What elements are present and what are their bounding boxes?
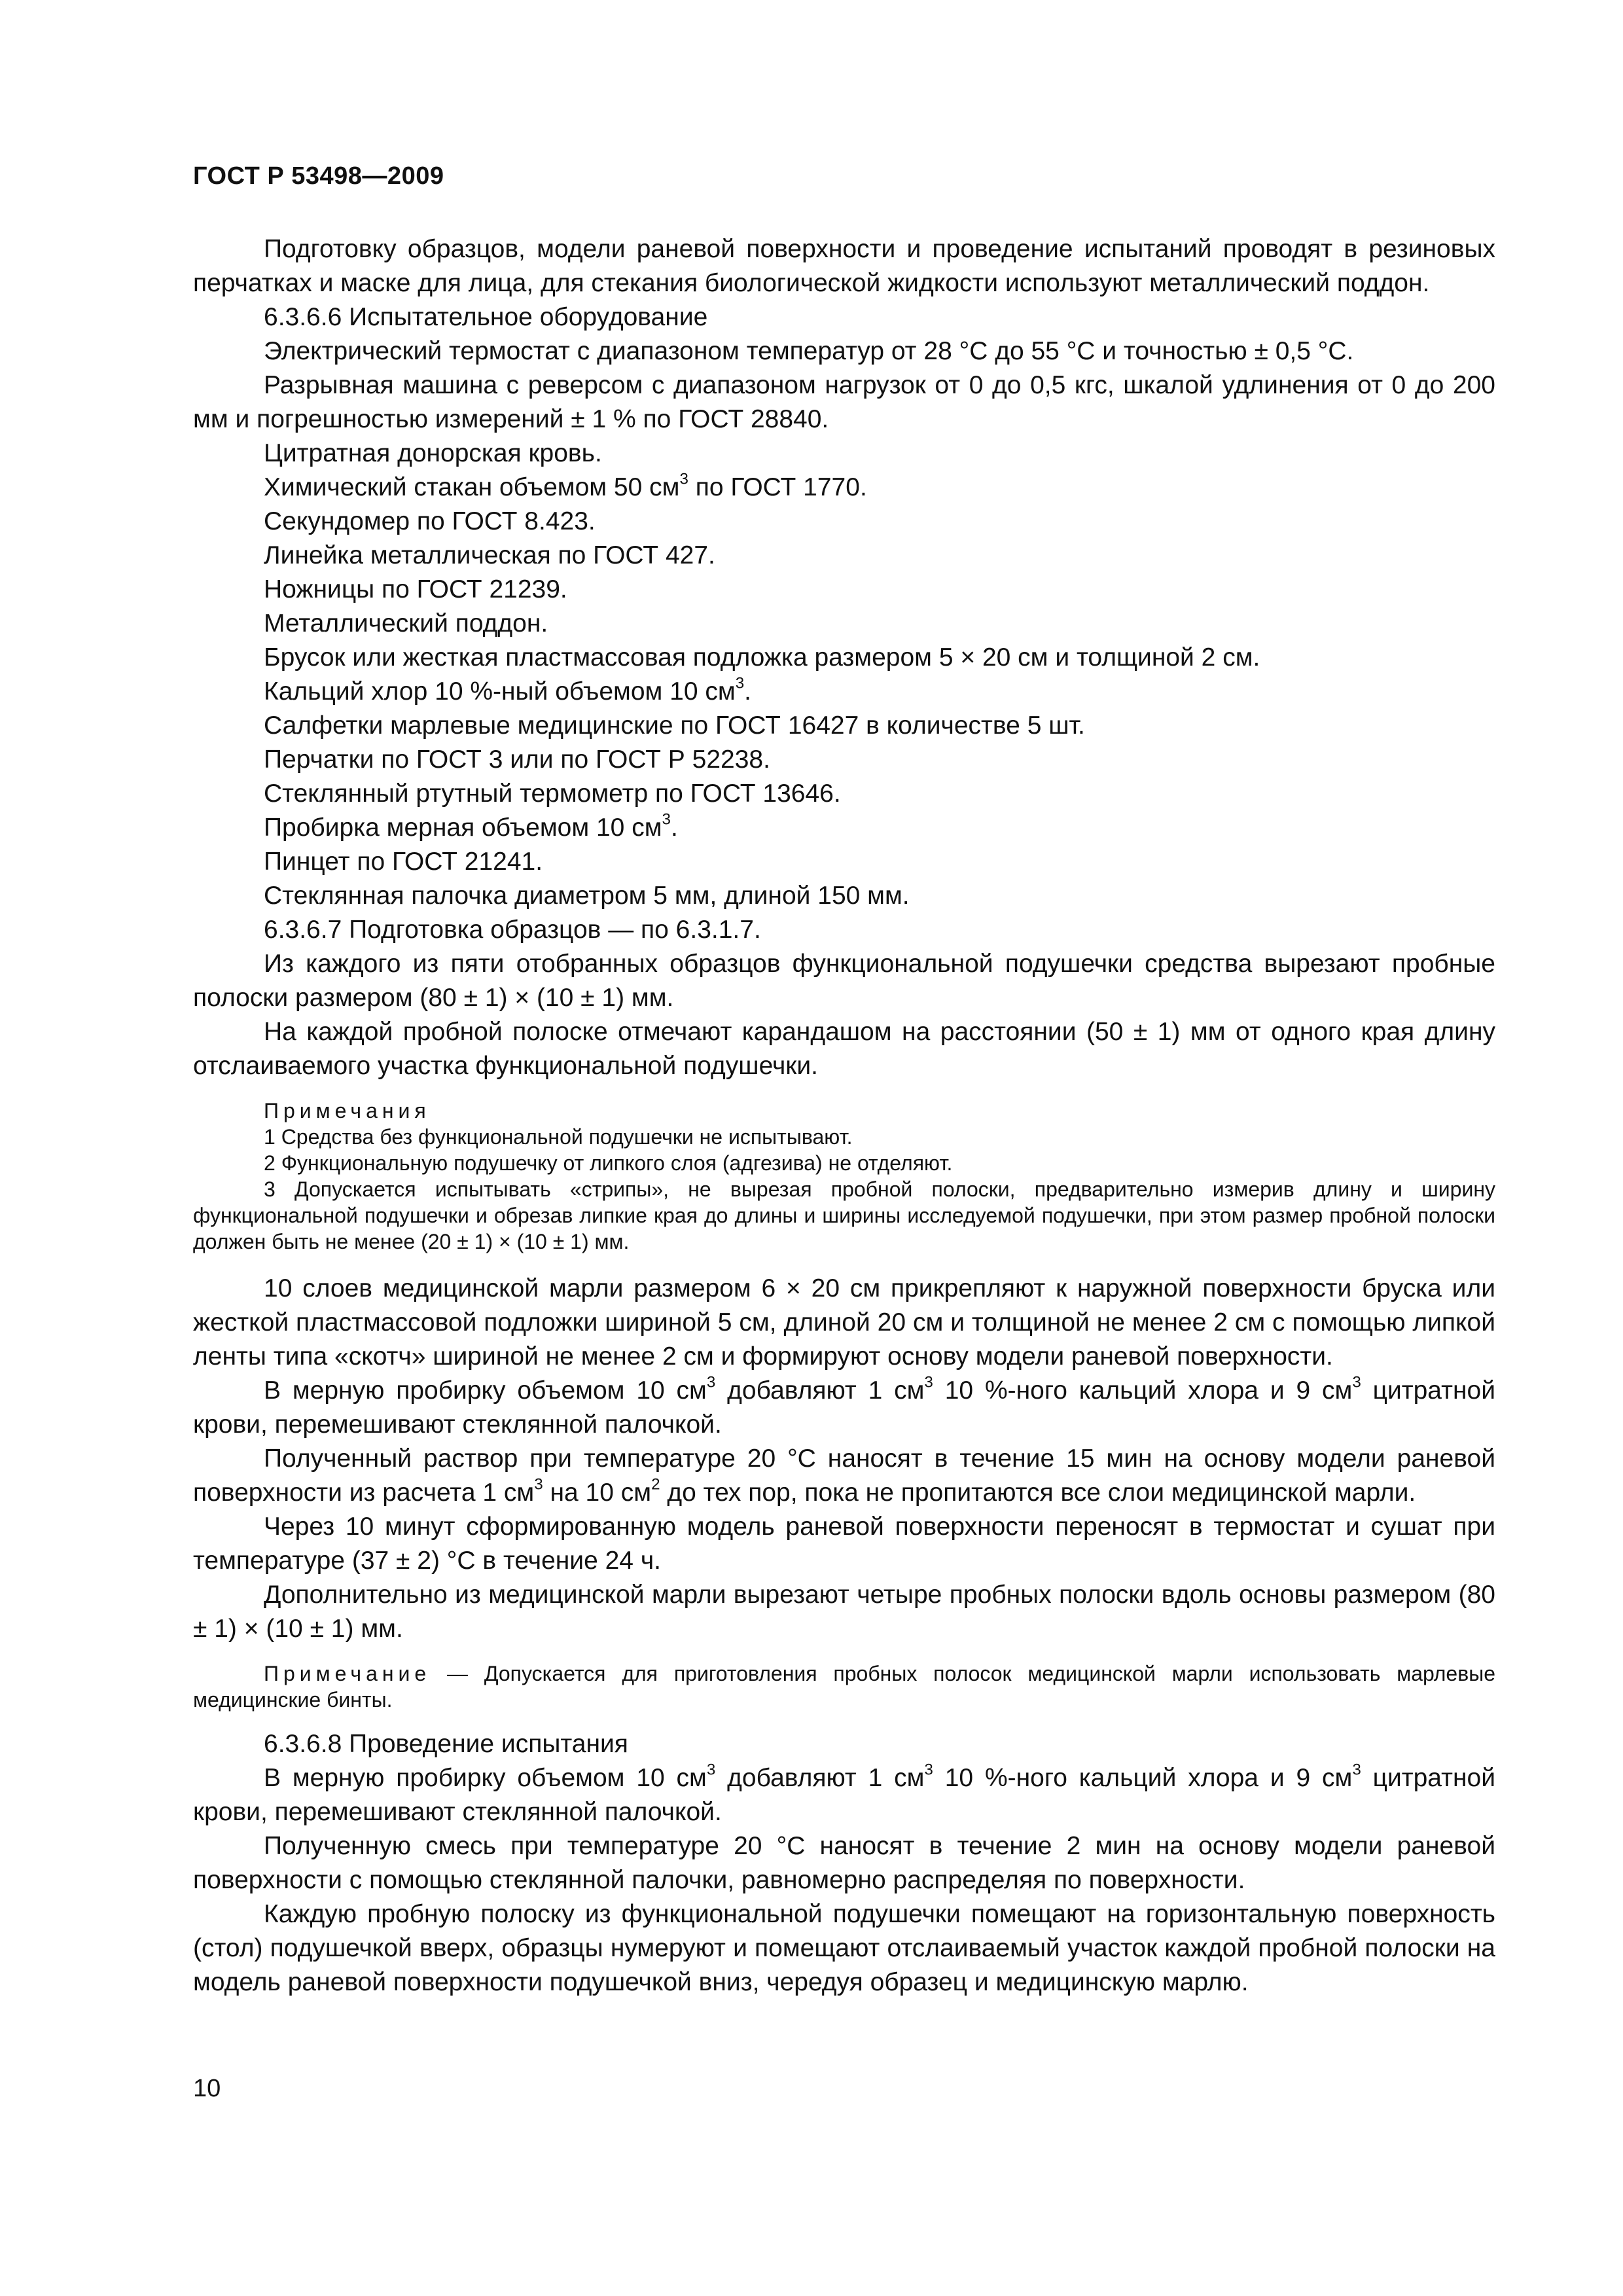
paragraph: Салфетки марлевые медицинские по ГОСТ 16427 в количестве 5 шт. <box>264 711 1085 740</box>
note-label: Примечание <box>264 1662 431 1685</box>
page-number: 10 <box>193 2075 221 2102</box>
paragraph: Пробирка мерная объемом 10 $см^3$. <box>264 810 678 842</box>
note-item: 1 Средства без функциональной подушечки не испытывают. <box>264 1125 853 1149</box>
paragraph: Через 10 минут сформированную модель раневой поверхности переносят в термостат и сушат при температуре (37 ± 2) °С в течение 24 ч. <box>193 1513 1495 1575</box>
document-header: ГОСТ Р 53498—2009 <box>193 162 444 190</box>
notes-heading: Примечания <box>264 1099 431 1122</box>
paragraph: Дополнительно из медицинской марли вырезают четыре пробных полоски вдоль основы размером (80 ± 1) × (10 ± 1) мм. <box>193 1581 1495 1643</box>
paragraph: Кальций хлор 10 %-ный объемом 10 $см^3$. <box>264 674 751 706</box>
note-block <box>193 1660 1495 1713</box>
paragraph: Перчатки по ГОСТ 3 или по ГОСТ Р 52238. <box>264 745 770 774</box>
paragraph: Из каждого из пяти отобранных образцов функциональной подушечки средства вырезают пробные полоски размером (80 ± 1) × (10 ± 1) мм. <box>193 950 1495 1012</box>
paragraph: Полученную смесь при температуре 20 °С наносят в течение 2 мин на основу модели раневой поверхности с помощью стеклянной палочки, равномерно распределяя по поверхности. <box>193 1832 1495 1894</box>
paragraph: Металлический поддон. <box>264 609 548 637</box>
paragraph: Стеклянная палочка диаметром 5 мм, длиной 150 мм. <box>264 882 910 910</box>
paragraph: Ножницы по ГОСТ 21239. <box>264 575 567 603</box>
notes-block <box>193 1098 1495 1255</box>
section-heading: 6.3.6.6 Испытательное оборудование <box>264 303 708 331</box>
paragraph: Полученный раствор при температуре 20 °С наносят в течение 15 мин на основу модели раневой поверхности из расчета 1 $см^3$ на 10 $см^2$ до тех пор, пока не пропитаются все слои медицинской марли. <box>193 1444 1495 1507</box>
paragraph: 10 слоев медицинской марли размером 6 × 20 см прикрепляют к наружной поверхности бруска или жесткой пластмассовой подложки шириной 5 см, длиной 20 см и толщиной не менее 2 см с помощью липкой ленты типа «скотч» шириной не менее 2 см и формируют основу модели раневой поверхности. <box>193 1274 1495 1371</box>
paragraph: Химический стакан объемом 50 $см^3$ по ГОСТ 1770. <box>264 470 867 501</box>
paragraph: Секундомер по ГОСТ 8.423. <box>264 507 596 535</box>
paragraph: Электрический термостат с диапазоном температур от 28 °С до 55 °С и точностью ± 0,5 °С. <box>264 337 1354 365</box>
section-heading: 6.3.6.7 Подготовка образцов — по 6.3.1.7. <box>264 916 761 944</box>
document-body <box>193 232 1495 2000</box>
paragraph: В мерную пробирку объемом 10 $см^3$ добавляют 1 $см^3$ 10 %-ного кальций хлора и 9 $см^3$ цитратной крови, перемешивают стеклянной палочкой. <box>193 1761 1495 1826</box>
paragraph: На каждой пробной полоске отмечают карандашом на расстоянии (50 ± 1) мм от одного края длину отслаиваемого участка функциональной подушечки. <box>193 1018 1495 1080</box>
paragraph: Подготовку образцов, модели раневой поверхности и проведение испытаний проводят в резиновых перчатках и маске для лица, для стекания биологической жидкости используют металлический поддон. <box>193 235 1495 297</box>
paragraph: Цитратная донорская кровь. <box>264 439 602 467</box>
paragraph: Линейка металлическая по ГОСТ 427. <box>264 541 715 569</box>
paragraph: Каждую пробную полоску из функциональной подушечки помещают на горизонтальную поверхность (стол) подушечкой вверх, образцы нумеруют и помещают отслаиваемый участок каждой пробной полоски на модель раневой поверхности подушечкой вниз, чередуя образец и медицинскую марлю. <box>193 1900 1495 1996</box>
note-text: Примечание — Допускается для приготовления пробных полосок медицинской марли использовать марлевые медицинские бинты. <box>193 1662 1495 1712</box>
paragraph: Разрывная машина с реверсом с диапазоном нагрузок от 0 до 0,5 кгс, шкалой удлинения от 0 до 200 мм и погрешностью измерений ± 1 % по ГОСТ 28840. <box>193 371 1495 433</box>
paragraph: Брусок или жесткая пластмассовая подложка размером 5 × 20 см и толщиной 2 см. <box>264 643 1260 672</box>
paragraph: Стеклянный ртутный термометр по ГОСТ 13646. <box>264 780 841 808</box>
paragraph: В мерную пробирку объемом 10 $см^3$ добавляют 1 $см^3$ 10 %-ного кальций хлора и 9 $см^3$ цитратной крови, перемешивают стеклянной палочкой. <box>193 1373 1495 1439</box>
note-item: 3 Допускается испытывать «стрипы», не вырезая пробной полоски, предварительно измерив длину и ширину функциональной подушечки и обрезав липкие края до длины и ширины исследуемой подушечки, при этом размер пробной полоски должен быть не менее (20 ± 1) × (10 ± 1) мм. <box>193 1177 1495 1253</box>
section-heading: 6.3.6.8 Проведение испытания <box>264 1730 628 1758</box>
paragraph: Пинцет по ГОСТ 21241. <box>264 848 543 876</box>
note-item: 2 Функциональную подушечку от липкого слоя (адгезива) не отделяют. <box>264 1151 953 1175</box>
